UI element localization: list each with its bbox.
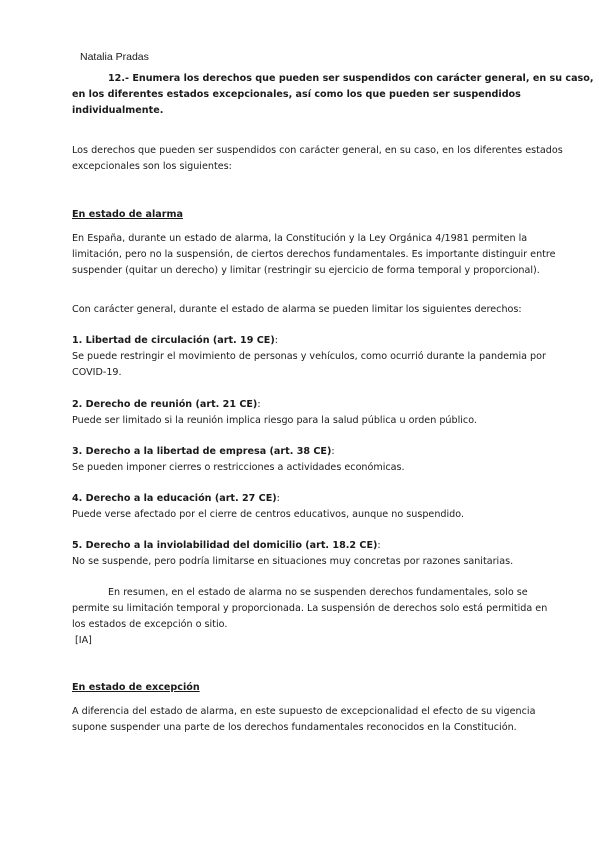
right-item-1-title-tail: : (274, 335, 278, 346)
right-item-4-title-tail: : (276, 493, 280, 504)
right-item-2-title-tail: : (257, 399, 261, 410)
summary-line-1: En resumen, en el estado de alarma no se suspenden derechos fundamentales, solo se (108, 587, 528, 598)
heading-estado-alarma: En estado de alarma (72, 209, 183, 220)
question-line-3: individualmente. (72, 105, 164, 116)
right-item-3-desc-line-1: Se pueden imponer cierres o restricciones a actividades económicas. (72, 462, 405, 473)
summary-line-2: permite su limitación temporal y proporcionada. La suspensión de derechos solo está permitida en (72, 603, 548, 614)
right-item-1-title-bold: 1. Libertad de circulación (art. 19 CE) (72, 335, 275, 346)
heading-estado-excepcion: En estado de excepción (72, 682, 200, 693)
alarma-para2: Con carácter general, durante el estado de alarma se pueden limitar los siguientes derechos: (72, 304, 522, 315)
alarma-para1-line-3: suspender (quitar un derecho) y limitar (restringir su ejercicio de forma temporal y proporcional). (72, 265, 540, 276)
excepcion-para-line-2: supone suspender una parte de los derechos fundamentales reconocidos en la Constitución. (72, 722, 517, 733)
right-item-4-title-bold: 4. Derecho a la educación (art. 27 CE) (72, 493, 277, 504)
right-item-5-title (72, 539, 381, 553)
excepcion-para-line-1: A diferencia del estado de alarma, en este supuesto de excepcionalidad el efecto de su vigencia (72, 706, 536, 717)
right-item-3-title-bold: 3. Derecho a la libertad de empresa (art. 38 CE) (72, 446, 332, 457)
intro-line-2: excepcionales son los siguientes: (72, 161, 232, 172)
summary-line-3: los estados de excepción o sitio. (72, 619, 228, 630)
right-item-1-desc-line-1: Se puede restringir el movimiento de personas y vehículos, como ocurrió durante la pandemia por (72, 351, 546, 362)
right-item-3-title (72, 445, 335, 459)
right-item-2-title-bold: 2. Derecho de reunión (art. 21 CE) (72, 399, 258, 410)
question-line-1: 12.- Enumera los derechos que pueden ser suspendidos con carácter general, en su caso, (108, 73, 594, 84)
question-line-2: en los diferentes estados excepcionales, así como los que pueden ser suspendidos (72, 89, 521, 100)
right-item-4-title (72, 492, 280, 506)
ia-tag: [IA] (75, 635, 92, 646)
intro-line-1: Los derechos que pueden ser suspendidos con carácter general, en su caso, en los diferentes estados (72, 145, 563, 156)
right-item-3-title-tail: : (331, 446, 335, 457)
right-item-4-desc-line-1: Puede verse afectado por el cierre de centros educativos, aunque no suspendido. (72, 509, 464, 520)
alarma-para1-line-1: En España, durante un estado de alarma, la Constitución y la Ley Orgánica 4/1981 permiten la (72, 233, 528, 244)
right-item-2-desc-line-1: Puede ser limitado si la reunión implica riesgo para la salud pública u orden público. (72, 415, 477, 426)
right-item-1-desc-line-2: COVID-19. (72, 367, 122, 378)
author-name: Natalia Pradas (80, 51, 149, 63)
alarma-para1-line-2: limitación, pero no la suspensión, de ciertos derechos fundamentales. Es importante distinguir entre (72, 249, 556, 260)
right-item-5-desc-line-1: No se suspende, pero podría limitarse en situaciones muy concretas por razones sanitarias. (72, 556, 514, 567)
right-item-5-title-bold: 5. Derecho a la inviolabilidad del domicilio (art. 18.2 CE) (72, 540, 378, 551)
right-item-1-title (72, 334, 278, 348)
right-item-2-title (72, 398, 261, 412)
right-item-5-title-tail: : (377, 540, 381, 551)
